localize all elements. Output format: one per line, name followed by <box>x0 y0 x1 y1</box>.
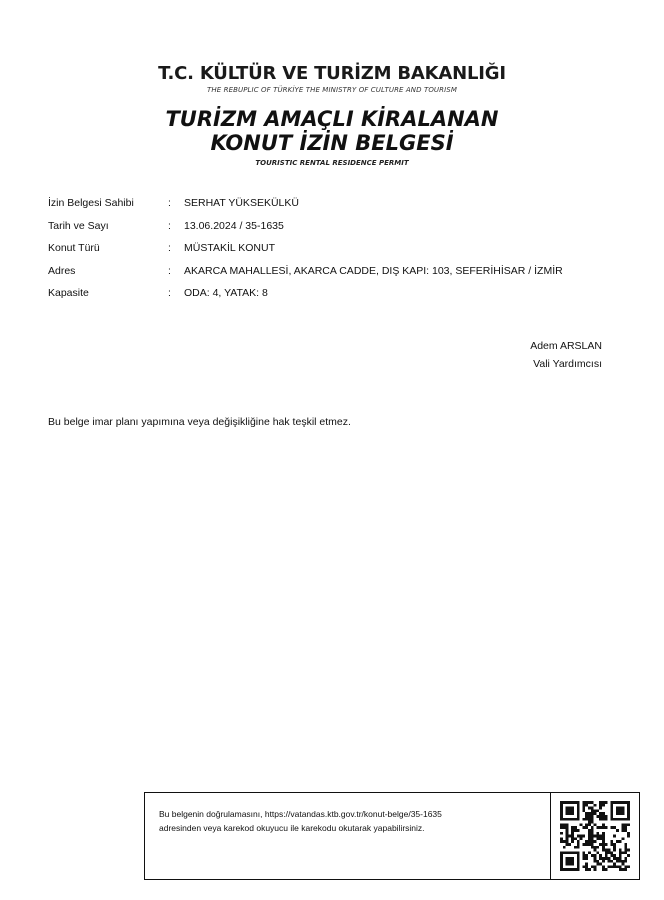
verification-box <box>144 792 640 880</box>
field-row-date <box>48 215 563 238</box>
field-value: SERHAT YÜKSEKÜLKÜ <box>184 197 299 210</box>
signature-block <box>530 337 602 373</box>
document-title-english: TOURISTIC RENTAL RESIDENCE PERMIT <box>255 159 409 167</box>
field-value: MÜSTAKİL KONUT <box>184 242 276 255</box>
legal-note: Bu belge imar planı yapımına veya değişikliğine hak teşkil etmez. <box>48 416 351 428</box>
field-label: Kapasite <box>48 287 89 300</box>
signatory-title: Vali Yardımcısı <box>533 358 602 370</box>
field-label: Konut Türü <box>48 242 100 255</box>
field-row-capacity <box>48 282 563 305</box>
verification-line-2: adresinden veya karekod okuyucu ile karekodu okutarak yapabilirsiniz. <box>159 823 425 833</box>
permit-fields <box>48 192 563 305</box>
field-label: İzin Belgesi Sahibi <box>48 197 134 210</box>
document-title-line-2: KONUT İZİN BELGESİ <box>210 131 454 155</box>
ministry-name: T.C. KÜLTÜR VE TURİZM BAKANLIĞI <box>158 63 506 84</box>
verification-line-1: Bu belgenin doğrulamasını, https://vatandas.ktb.gov.tr/konut-belge/35-1635 <box>159 809 442 819</box>
document-title <box>0 107 664 155</box>
field-separator: : <box>168 264 171 277</box>
qr-code-icon <box>560 801 630 871</box>
field-separator: : <box>168 197 171 210</box>
field-row-type <box>48 237 563 260</box>
field-row-address <box>48 260 563 283</box>
field-value: 13.06.2024 / 35-1635 <box>184 219 284 232</box>
field-value: ODA: 4, YATAK: 8 <box>184 287 268 300</box>
field-label: Adres <box>48 264 76 277</box>
field-row-owner <box>48 192 563 215</box>
field-separator: : <box>168 219 171 232</box>
verification-text <box>145 793 551 879</box>
document-title-line-1: TURİZM AMAÇLI KİRALANAN <box>165 107 499 131</box>
signatory-name: Adem ARSLAN <box>530 340 602 352</box>
field-label: Tarih ve Sayı <box>48 219 109 232</box>
field-value: AKARCA MAHALLESİ, AKARCA CADDE, DIŞ KAPI: 103, SEFERİHİSAR / İZMİR <box>184 264 563 277</box>
field-separator: : <box>168 242 171 255</box>
field-separator: : <box>168 287 171 300</box>
qr-code-container <box>551 793 639 879</box>
ministry-name-english: THE REBUPLIC OF TÜRKİYE THE MINISTRY OF CULTURE AND TOURISM <box>207 86 457 94</box>
